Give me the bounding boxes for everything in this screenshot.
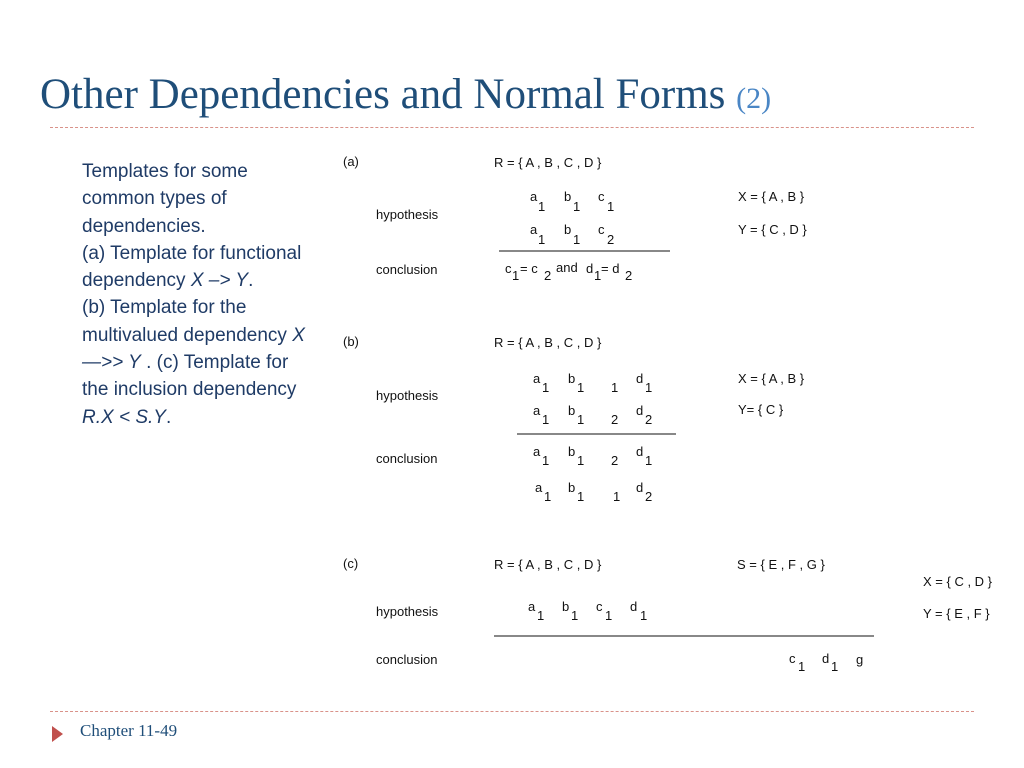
b-c2-d-sub: 2 bbox=[645, 489, 653, 504]
c-y-def: Y = { E , F } bbox=[923, 606, 990, 621]
b-h1-b: b bbox=[568, 371, 576, 386]
b-conclusion-label: conclusion bbox=[376, 451, 438, 466]
a-c-eq: = c bbox=[520, 261, 538, 276]
bottom-divider bbox=[50, 711, 974, 712]
a-hypothesis-label: hypothesis bbox=[376, 207, 439, 222]
caption-p3-end: . (c) Template for the inclusion dependency bbox=[82, 352, 297, 401]
a-c-d-sub: 1 bbox=[594, 268, 602, 283]
b-h1-b-sub: 1 bbox=[577, 380, 585, 395]
b-c1-c: 2 bbox=[611, 453, 619, 468]
caption-p2-end: . bbox=[248, 270, 254, 292]
b-h1-d: d bbox=[636, 371, 644, 386]
caption-p3-end2: . bbox=[165, 406, 172, 428]
c-h1-b: b bbox=[562, 599, 570, 614]
c-c1-g: g bbox=[856, 652, 864, 667]
label-c: (c) bbox=[343, 556, 359, 571]
b-hyp-row-2 bbox=[533, 403, 652, 427]
a-conclusion-label: conclusion bbox=[376, 262, 438, 277]
caption-p3: (b) Template for the multivalued dependency bbox=[82, 297, 293, 346]
b-c1-b: b bbox=[568, 444, 576, 459]
c-h1-d: d bbox=[630, 599, 638, 614]
a-c-d: d bbox=[586, 261, 594, 276]
c-conclusion-label: conclusion bbox=[376, 652, 438, 667]
c-c1-d-sub: 1 bbox=[831, 659, 839, 674]
a-r2-c: c bbox=[598, 222, 605, 237]
b-c2-b: b bbox=[568, 480, 576, 495]
c-relation-s: S = { E , F , G } bbox=[737, 557, 825, 572]
label-b: (b) bbox=[343, 334, 359, 349]
a-r1-a-sub: 1 bbox=[538, 199, 546, 214]
a-hyp-row-2 bbox=[530, 222, 614, 247]
b-concl-row-1 bbox=[533, 444, 652, 468]
b-x-def: X = { A , B } bbox=[738, 371, 805, 386]
caption-p1: Templates for some common types of dependencies. bbox=[82, 161, 248, 237]
c-h1-a-sub: 1 bbox=[537, 608, 545, 623]
c-h1-a: a bbox=[528, 599, 536, 614]
a-c-c-sub: 1 bbox=[512, 268, 520, 283]
b-h1-c: 1 bbox=[611, 380, 619, 395]
c-x-def: X = { C , D } bbox=[923, 574, 993, 589]
a-x-def: X = { A , B } bbox=[738, 189, 805, 204]
a-r2-a: a bbox=[530, 222, 538, 237]
a-c-c: c bbox=[505, 261, 512, 276]
title-text: Other Dependencies and Normal Forms bbox=[40, 71, 726, 118]
c-concl-row-1 bbox=[789, 651, 863, 674]
a-c-eq2: = d bbox=[601, 261, 620, 276]
b-relation: R = { A , B , C , D } bbox=[494, 335, 602, 350]
b-hypothesis-label: hypothesis bbox=[376, 388, 439, 403]
b-h2-b-sub: 1 bbox=[577, 412, 585, 427]
b-c2-a: a bbox=[535, 480, 543, 495]
a-r2-a-sub: 1 bbox=[538, 232, 546, 247]
a-conclusion-row bbox=[505, 260, 632, 283]
a-r2-c-sub: 2 bbox=[607, 232, 615, 247]
b-c2-c: 1 bbox=[613, 489, 621, 504]
c-h1-d-sub: 1 bbox=[640, 608, 648, 623]
b-c1-d-sub: 1 bbox=[645, 453, 653, 468]
b-h2-d: d bbox=[636, 403, 644, 418]
label-a: (a) bbox=[343, 154, 359, 169]
b-c2-d: d bbox=[636, 480, 644, 495]
c-c1-c: c bbox=[789, 651, 796, 666]
a-r2-b: b bbox=[564, 222, 572, 237]
a-y-def: Y = { C , D } bbox=[738, 222, 807, 237]
caption-ind: R.X < S.Y bbox=[82, 406, 166, 428]
caption-fd: X –> Y bbox=[190, 270, 249, 292]
c-c1-d: d bbox=[822, 651, 830, 666]
a-r1-b-sub: 1 bbox=[573, 199, 581, 214]
b-c1-a-sub: 1 bbox=[542, 453, 550, 468]
b-c1-d: d bbox=[636, 444, 644, 459]
footer-arrow-icon bbox=[52, 726, 63, 742]
a-r1-c-sub: 1 bbox=[607, 199, 615, 214]
b-h2-a: a bbox=[533, 403, 541, 418]
b-y-def: Y= { C } bbox=[738, 402, 784, 417]
b-h2-b: b bbox=[568, 403, 576, 418]
b-h2-a-sub: 1 bbox=[542, 412, 550, 427]
c-hypothesis-label: hypothesis bbox=[376, 604, 439, 619]
a-hyp-row-1 bbox=[530, 189, 614, 214]
b-h1-d-sub: 1 bbox=[645, 380, 653, 395]
b-h1-a-sub: 1 bbox=[542, 380, 550, 395]
b-c1-a: a bbox=[533, 444, 541, 459]
b-hyp-row-1 bbox=[533, 371, 652, 395]
a-r1-a: a bbox=[530, 189, 538, 204]
c-c1-c-sub: 1 bbox=[798, 659, 806, 674]
caption-mvd: X —>> Y bbox=[82, 324, 305, 374]
b-concl-row-2 bbox=[535, 480, 652, 504]
a-r1-c: c bbox=[598, 189, 605, 204]
c-h1-c: c bbox=[596, 599, 603, 614]
b-h2-c: 2 bbox=[611, 412, 619, 427]
a-c-and: and bbox=[556, 260, 578, 275]
footer-chapter: Chapter 11-49 bbox=[80, 721, 178, 740]
c-relation-r: R = { A , B , C , D } bbox=[494, 557, 602, 572]
a-c-d2-sub: 2 bbox=[625, 268, 633, 283]
c-h1-c-sub: 1 bbox=[605, 608, 613, 623]
b-c1-b-sub: 1 bbox=[577, 453, 585, 468]
a-r1-b: b bbox=[564, 189, 572, 204]
title-suffix: (2) bbox=[736, 82, 772, 115]
a-relation: R = { A , B , C , D } bbox=[494, 155, 602, 170]
b-c2-a-sub: 1 bbox=[544, 489, 552, 504]
b-c2-b-sub: 1 bbox=[577, 489, 585, 504]
a-r2-b-sub: 1 bbox=[573, 232, 581, 247]
a-c-c2-sub: 2 bbox=[544, 268, 552, 283]
c-hyp-row-1 bbox=[528, 599, 647, 623]
c-h1-b-sub: 1 bbox=[571, 608, 579, 623]
caption-p2: (a) Template for functional dependency bbox=[82, 242, 302, 292]
b-h2-d-sub: 2 bbox=[645, 412, 653, 427]
b-h1-a: a bbox=[533, 371, 541, 386]
